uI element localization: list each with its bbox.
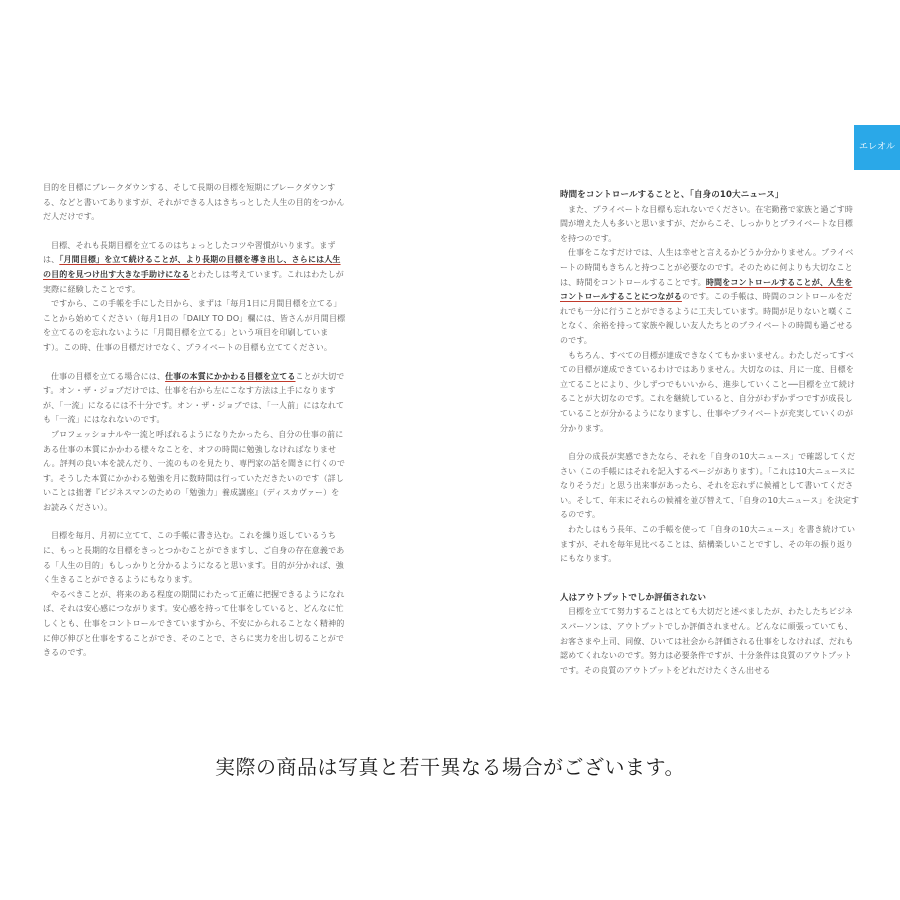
left-paragraph-5: プロフェッショナルや一流と呼ばれるようになりたかったら、自分の仕事の前にある仕事の本質にかかわる様々なことを、オフの時間に勉強しなければなりません。評判の良い本を読んだり、一流のものを見たり、専門家の話を聞きに行くのです。そうした本質にかかわる勉強を月に数時間は行っていただきたいのです（詳しいことは拙著『ビジネスマンのための「勉強力」養成講座』（ディスカヴァー）をお読みください）。 (43, 429, 346, 512)
right-paragraph-3: もちろん、すべての目標が達成できなくてもかまいません。わたしだってすべての目標が達成できているわけではありません。大切なのは、月に一度、目標を立てることにより、少しずつでもいいから、進歩していくこと──目標を立て続けることが大切なのです。これを継続していると、自分がわずかずつですが成長していることが分かるようになりますし、仕事やプライベートが充実していくのが分かります。 (560, 350, 856, 433)
left-paragraph-7: やるべきことが、将来のある程度の期間にわたって正確に把握できるようになれば、それは安心感につながります。安心感を持って仕事をしていると、どんなに忙しくとも、仕事をコントロールできていますから、不安にかられることなく精神的に伸び伸びと仕事をすることができ、そのことで、さらに実力を出し切ることができるのです。 (43, 589, 345, 658)
text-run: 仕事の目標を立てる場合には、 (51, 371, 166, 381)
highlight-job-essence: 仕事の本質にかかわる目標を立てる (165, 371, 296, 381)
left-paragraph-1: 目的を目標にブレークダウンする、そして長期の目標を短期にブレークダウンする、などと書いてありますが、それができる人はきちっとした人生の目的をつかんだ人だけです。 (43, 183, 345, 222)
text-run: のです。この手帳は、時間のコントロールをだれでも一分に行うことができるように工夫しています。時間が足りないと嘆くことなく、余裕を持って家族や親しい友人たちとのプライベートの時間も過ごせるのです。 (560, 292, 853, 345)
right-paragraph-1: また、プライベートな目標も忘れないでください。在宅勤務で家族と過ごす時間が増えた人も多いと思いますが、だからこそ、しっかりとプライベートな目標を持つのです。 (560, 204, 854, 243)
highlight-time-control: 時間をコントロールすることが、人生をコントロールすることにつながる (560, 277, 853, 302)
product-disclaimer-caption: 実際の商品は写真と若干異なる場合がございます。 (215, 755, 685, 779)
left-column (43, 181, 346, 661)
eleoru-badge: エレオル (854, 125, 900, 170)
right-paragraph-6: 目標を立てて努力することはとても大切だと述べましたが、わたしたちビジネスパーソンは、アウトプットでしか評価されません。どんなに頑張っていても、お客さまや上司、同僚、ひいては社会から評価される仕事をしなければ、だれも認めてくれないのです。努力は必要条件ですが、十分条件は良質のアウトプットです。その良質のアウトプットをどれだけたくさん出せる (560, 607, 854, 675)
highlight-monthly-goal: 「月間目標」を立て続けることが、より長期の目標を導き出し、さらには人生の目的を見つけ出す大きな手助けになる (43, 255, 341, 279)
left-paragraph-4 (43, 370, 346, 428)
right-paragraph-4: 自分の成長が実感できたなら、それを「自身の10大ニュース」で確認してください（この手帳にはそれを記入するページがあります）。「これは10大ニュースになりそうだ」と思う出来事があったら、それを忘れずに候補として書いてください。そして、年末にそれらの候補を並び替えて、「自身の10大ニュース」を決定するのです。 (560, 452, 860, 520)
text-run: 目標、それも長期目標を立てるのはちょっとしたコツや習慣がいります。まずは、 (43, 240, 336, 265)
right-paragraph-2 (560, 246, 860, 348)
section-heading-time-control: 時間をコントロールすることと、「自身の10大ニュース」 (560, 190, 784, 200)
right-paragraph-5: わたしはもう長年、この手帳を使って「自身の10大ニュース」を書き続けていますが、それを毎年見比べることは、結構楽しいことですし、その年の振り返りにもなります。 (560, 525, 856, 564)
text-run: とわたしは考えています。これはわたしが実際に経験したことです。 (43, 269, 344, 294)
text-run: ことが大切です。オン・ザ・ジョブだけでは、仕事を右から左にこなす方法は上手になりますが、「一流」になるには不十分です。オン・ザ・ジョブでは、「一人前」にはなれても「一流」にはなれないのです。 (43, 371, 345, 425)
section-heading-output: 人はアウトプットでしか評価されない (560, 592, 707, 603)
left-paragraph-2 (43, 239, 346, 297)
text-run: 仕事をこなすだけでは、人生は幸せと言えるかどうか分かりません。プライベートの時間もきちんと持つことが必要なのです。そのために何よりも大切なことは、時間をコントロールすることです。 (560, 248, 854, 287)
left-paragraph-6: 目標を毎月、月初に立てて、この手帳に書き込む。これを繰り返しているうちに、もっと長期的な目標をきっとつかむことができますし、ご自身の存在意義である「人生の目的」もしっかりと分かるようになると思います。目的が分かれば、強く生きることができるようにもなります。 (43, 531, 345, 585)
right-column (560, 188, 860, 678)
left-paragraph-3: ですから、この手帳を手にした日から、まずは「毎月1日に月間目標を立てる」ことから始めてください（毎月1日の「DAILY TO DO」欄には、皆さんが月間目標を立てるのを忘れないように「月間目標を立てる」という項目を印刷しています）。この時、仕事の目標だけでなく、プライベートの目標も立ててください。 (43, 299, 346, 352)
